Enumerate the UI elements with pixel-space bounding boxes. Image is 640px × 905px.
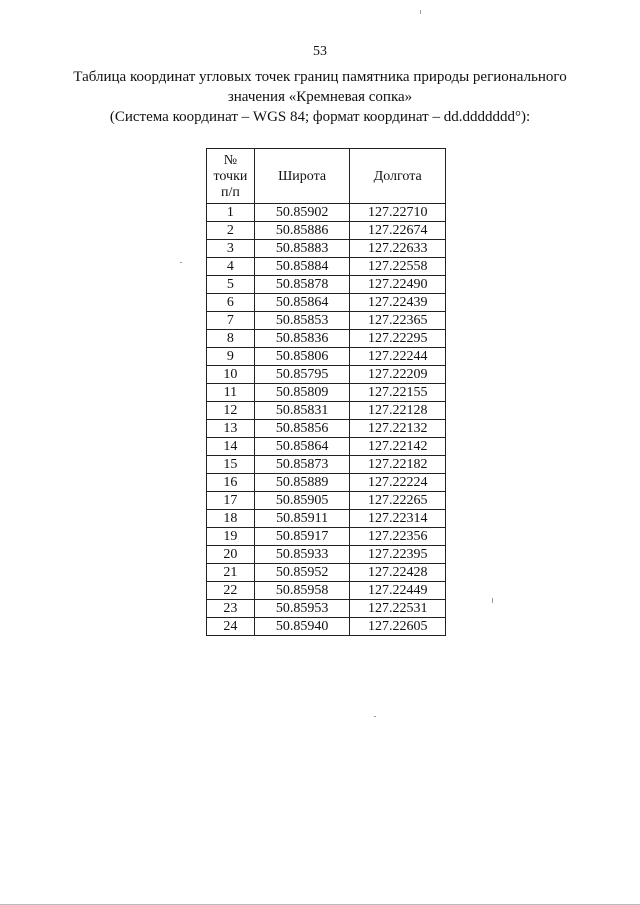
cell-latitude: 50.85795 — [254, 366, 350, 384]
table-row — [207, 276, 446, 294]
cell-point-number: 23 — [207, 600, 255, 618]
scan-speck — [374, 716, 376, 717]
cell-latitude: 50.85917 — [254, 528, 350, 546]
cell-point-number: 12 — [207, 402, 255, 420]
cell-latitude: 50.85878 — [254, 276, 350, 294]
cell-point-number: 15 — [207, 456, 255, 474]
scan-speck — [492, 598, 493, 603]
cell-longitude: 127.22395 — [350, 546, 446, 564]
cell-point-number: 18 — [207, 510, 255, 528]
header-point-number — [207, 149, 255, 204]
table-row — [207, 222, 446, 240]
table-row — [207, 258, 446, 276]
cell-longitude: 127.22674 — [350, 222, 446, 240]
cell-latitude: 50.85883 — [254, 240, 350, 258]
cell-point-number: 22 — [207, 582, 255, 600]
cell-point-number: 7 — [207, 312, 255, 330]
cell-point-number: 19 — [207, 528, 255, 546]
cell-longitude: 127.22182 — [350, 456, 446, 474]
table-row — [207, 294, 446, 312]
cell-longitude: 127.22365 — [350, 312, 446, 330]
header-latitude: Широта — [254, 149, 350, 204]
cell-longitude: 127.22531 — [350, 600, 446, 618]
table-row — [207, 528, 446, 546]
cell-latitude: 50.85958 — [254, 582, 350, 600]
table-row — [207, 492, 446, 510]
cell-longitude: 127.22314 — [350, 510, 446, 528]
cell-point-number: 4 — [207, 258, 255, 276]
cell-latitude: 50.85884 — [254, 258, 350, 276]
scan-speck — [180, 262, 182, 263]
table-row — [207, 384, 446, 402]
table-row — [207, 366, 446, 384]
cell-latitude: 50.85933 — [254, 546, 350, 564]
cell-point-number: 6 — [207, 294, 255, 312]
cell-latitude: 50.85836 — [254, 330, 350, 348]
cell-point-number: 20 — [207, 546, 255, 564]
cell-point-number: 3 — [207, 240, 255, 258]
coordinates-table — [206, 148, 446, 636]
cell-longitude: 127.22265 — [350, 492, 446, 510]
cell-latitude: 50.85853 — [254, 312, 350, 330]
cell-longitude: 127.22449 — [350, 582, 446, 600]
cell-latitude: 50.85953 — [254, 600, 350, 618]
cell-latitude: 50.85806 — [254, 348, 350, 366]
header-number-sign: № — [223, 153, 238, 168]
header-point-word: точки — [213, 169, 248, 184]
cell-latitude: 50.85864 — [254, 294, 350, 312]
table-row — [207, 312, 446, 330]
cell-latitude: 50.85864 — [254, 438, 350, 456]
cell-latitude: 50.85905 — [254, 492, 350, 510]
cell-point-number: 10 — [207, 366, 255, 384]
cell-point-number: 9 — [207, 348, 255, 366]
heading-line-2: значения «Кремневая сопка» — [227, 89, 413, 105]
header-pp-abbrev: п/п — [220, 185, 240, 200]
cell-point-number: 2 — [207, 222, 255, 240]
table-row — [207, 402, 446, 420]
table-row — [207, 546, 446, 564]
document-heading — [40, 67, 600, 127]
table-row — [207, 618, 446, 636]
cell-latitude: 50.85902 — [254, 204, 350, 222]
table-body — [207, 204, 446, 636]
table-row — [207, 564, 446, 582]
cell-point-number: 13 — [207, 420, 255, 438]
cell-longitude: 127.22142 — [350, 438, 446, 456]
heading-line-1: Таблица координат угловых точек границ памятника природы регионального — [73, 69, 567, 85]
page-number: 53 — [313, 44, 327, 59]
cell-point-number: 5 — [207, 276, 255, 294]
scan-speck — [420, 10, 421, 14]
cell-point-number: 8 — [207, 330, 255, 348]
cell-latitude: 50.85952 — [254, 564, 350, 582]
cell-longitude: 127.22244 — [350, 348, 446, 366]
table-row — [207, 510, 446, 528]
cell-longitude: 127.22295 — [350, 330, 446, 348]
cell-longitude: 127.22439 — [350, 294, 446, 312]
cell-latitude: 50.85856 — [254, 420, 350, 438]
cell-longitude: 127.22490 — [350, 276, 446, 294]
header-longitude: Долгота — [350, 149, 446, 204]
table-row — [207, 582, 446, 600]
cell-longitude: 127.22209 — [350, 366, 446, 384]
cell-longitude: 127.22558 — [350, 258, 446, 276]
cell-longitude: 127.22224 — [350, 474, 446, 492]
cell-longitude: 127.22605 — [350, 618, 446, 636]
cell-longitude: 127.22132 — [350, 420, 446, 438]
table-row — [207, 240, 446, 258]
cell-latitude: 50.85809 — [254, 384, 350, 402]
table-row — [207, 474, 446, 492]
table-row — [207, 600, 446, 618]
cell-longitude: 127.22428 — [350, 564, 446, 582]
cell-point-number: 21 — [207, 564, 255, 582]
cell-longitude: 127.22128 — [350, 402, 446, 420]
cell-latitude: 50.85911 — [254, 510, 350, 528]
cell-longitude: 127.22710 — [350, 204, 446, 222]
cell-point-number: 24 — [207, 618, 255, 636]
cell-latitude: 50.85940 — [254, 618, 350, 636]
cell-point-number: 11 — [207, 384, 255, 402]
cell-point-number: 14 — [207, 438, 255, 456]
cell-point-number: 16 — [207, 474, 255, 492]
cell-longitude: 127.22633 — [350, 240, 446, 258]
table-row — [207, 438, 446, 456]
table-row — [207, 456, 446, 474]
cell-latitude: 50.85873 — [254, 456, 350, 474]
cell-latitude: 50.85831 — [254, 402, 350, 420]
cell-latitude: 50.85889 — [254, 474, 350, 492]
table-row — [207, 330, 446, 348]
cell-longitude: 127.22155 — [350, 384, 446, 402]
heading-line-3: (Система координат – WGS 84; формат координат – dd.ddddddd°): — [109, 109, 531, 125]
cell-longitude: 127.22356 — [350, 528, 446, 546]
table-row — [207, 348, 446, 366]
table-row — [207, 420, 446, 438]
cell-point-number: 1 — [207, 204, 255, 222]
table-header-row — [207, 149, 446, 204]
cell-latitude: 50.85886 — [254, 222, 350, 240]
table-row — [207, 204, 446, 222]
cell-point-number: 17 — [207, 492, 255, 510]
